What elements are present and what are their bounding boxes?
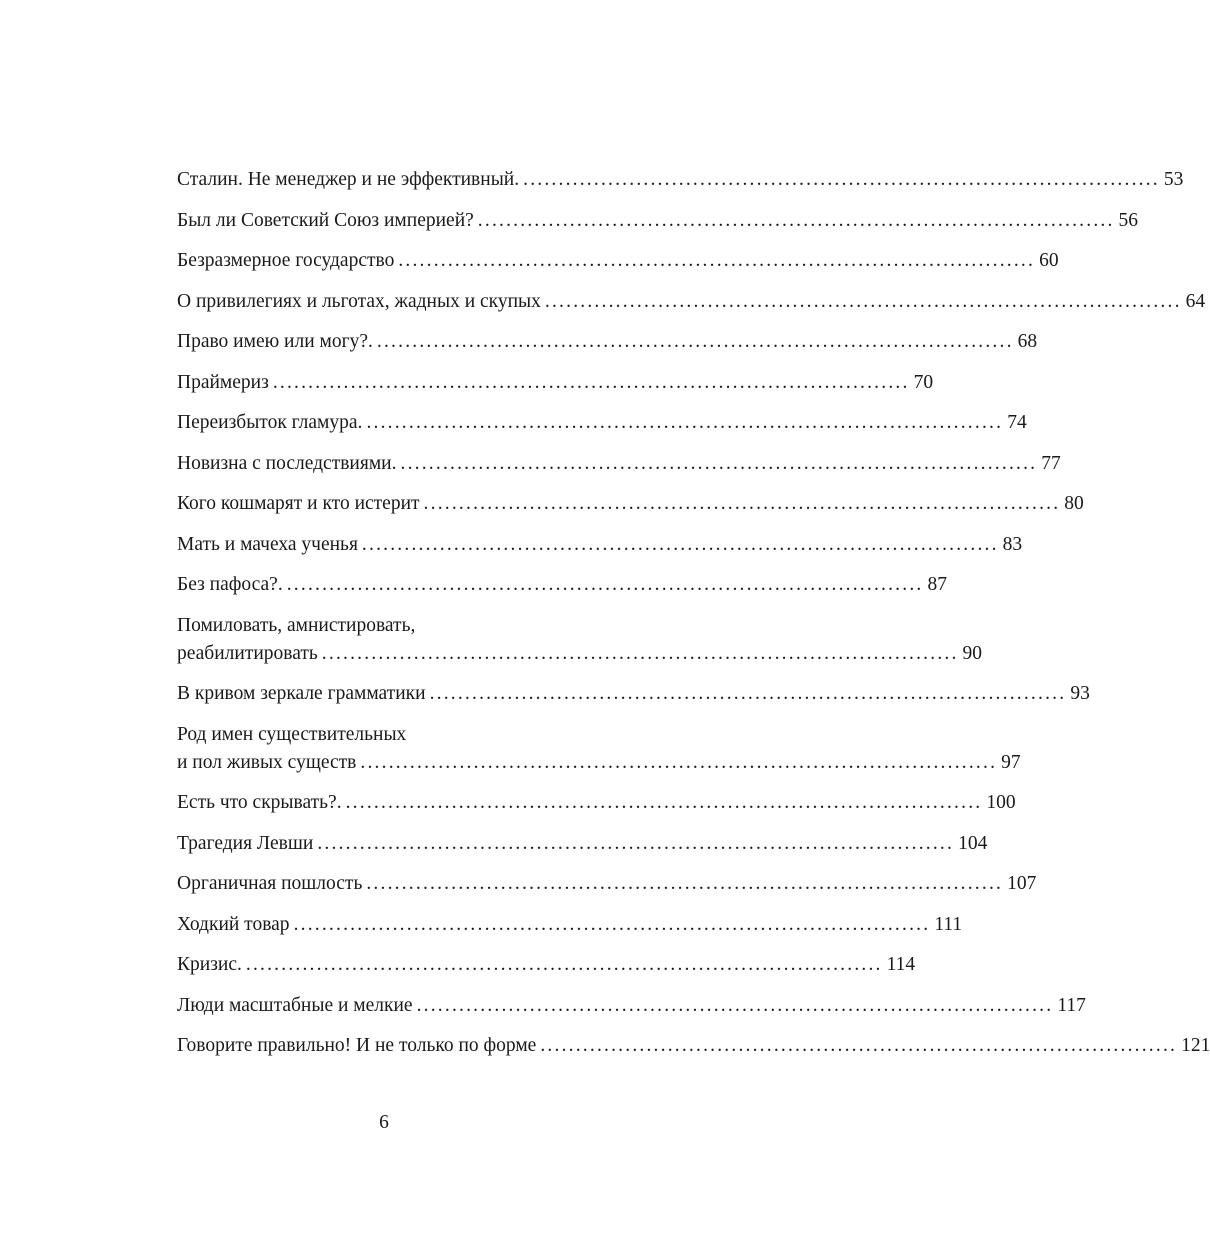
toc-entry-title: Кого кошмарят и кто истерит bbox=[177, 493, 420, 514]
toc-entry-page: 56 bbox=[1118, 209, 1139, 231]
toc-entry-line bbox=[177, 451, 1061, 477]
toc-entry-page: 64 bbox=[1185, 290, 1206, 312]
toc-entry-page: 90 bbox=[962, 642, 983, 664]
toc-entry-page: 93 bbox=[1070, 683, 1090, 704]
toc-entry bbox=[177, 289, 1206, 315]
toc-entry-line bbox=[177, 952, 916, 978]
toc-entry-page: 97 bbox=[1001, 751, 1021, 773]
toc-entry-page: 74 bbox=[1007, 412, 1027, 433]
dot-leader: .......................................................................................... bbox=[416, 994, 1054, 1016]
toc-entry-title: Мать и мачеха ученья bbox=[177, 533, 358, 555]
dot-leader: .......................................................................................... bbox=[376, 331, 1014, 352]
toc-entry bbox=[177, 831, 988, 857]
toc-entry bbox=[177, 248, 1059, 274]
toc-entry bbox=[177, 790, 1016, 816]
toc-entry bbox=[177, 572, 947, 598]
toc-entry-title: Был ли Советский Союз империей? bbox=[177, 209, 474, 231]
toc-entry bbox=[177, 722, 1021, 776]
toc-entry-title: Органичная пошлость bbox=[177, 873, 363, 894]
toc-entry-title: и пол живых существ bbox=[177, 751, 357, 773]
toc-entry-title: Кризис. bbox=[177, 954, 242, 975]
toc-entry-line bbox=[177, 167, 1184, 193]
toc-entry bbox=[177, 613, 983, 667]
toc-entry-page: 68 bbox=[1017, 331, 1038, 352]
toc-entry-page: 83 bbox=[1002, 533, 1023, 555]
toc-entry-page: 117 bbox=[1057, 994, 1086, 1016]
toc-entry-title: Безразмерное государство bbox=[177, 250, 395, 271]
dot-leader: .......................................................................................... bbox=[398, 250, 1036, 271]
toc-entry-page: 53 bbox=[1163, 169, 1184, 190]
dot-leader: .......................................................................................... bbox=[245, 954, 883, 975]
dot-leader: .......................................................................................... bbox=[286, 574, 924, 595]
toc-entry-page: 104 bbox=[958, 832, 988, 854]
toc-entry-line bbox=[177, 831, 988, 857]
toc-entry-line bbox=[177, 993, 1086, 1019]
toc-entry-title: В кривом зеркале грамматики bbox=[177, 683, 426, 704]
toc-entry-line bbox=[177, 289, 1206, 315]
toc-entry-line bbox=[177, 750, 1021, 776]
dot-leader: .......................................................................................... bbox=[544, 290, 1182, 312]
toc-entry-line bbox=[177, 912, 963, 938]
dot-leader: .......................................................................................... bbox=[366, 412, 1004, 433]
toc-entry-page: 111 bbox=[934, 913, 963, 935]
dot-leader: .......................................................................................... bbox=[360, 751, 998, 773]
toc-entry bbox=[177, 410, 1027, 436]
toc-entry bbox=[177, 329, 1038, 355]
toc-entry bbox=[177, 208, 1139, 234]
toc-entry bbox=[177, 952, 916, 978]
toc-entry-page: 107 bbox=[1007, 873, 1037, 894]
toc-entry-page: 87 bbox=[927, 574, 947, 595]
toc-entry-line bbox=[177, 370, 934, 396]
toc-entry bbox=[177, 681, 1090, 707]
toc-entry-line bbox=[177, 871, 1037, 897]
table-of-contents bbox=[177, 167, 1210, 1074]
dot-leader: .......................................................................................... bbox=[423, 493, 1061, 514]
dot-leader: .......................................................................................... bbox=[366, 873, 1004, 894]
toc-entry-title: Праймериз bbox=[177, 371, 269, 393]
toc-entry-title: Сталин. Не менеджер и не эффективный. bbox=[177, 169, 520, 190]
toc-entry bbox=[177, 370, 934, 396]
toc-entry bbox=[177, 871, 1037, 897]
toc-entry-line bbox=[177, 681, 1090, 707]
dot-leader: .......................................................................................... bbox=[321, 642, 959, 664]
toc-entry-line bbox=[177, 1033, 1210, 1059]
dot-leader: .......................................................................................... bbox=[400, 452, 1038, 474]
toc-entry-title: Ходкий товар bbox=[177, 913, 290, 935]
dot-leader: .......................................................................................... bbox=[293, 913, 931, 935]
toc-entry-title: Новизна с последствиями. bbox=[177, 452, 397, 474]
toc-entry-title-line: Род имен существительных bbox=[177, 723, 407, 745]
toc-entry bbox=[177, 491, 1084, 517]
toc-entry-page: 114 bbox=[886, 954, 916, 975]
toc-entry-title: Говорите правильно! И не только по форме bbox=[177, 1035, 537, 1056]
toc-entry-title: Трагедия Левши bbox=[177, 832, 314, 854]
toc-entry-page: 77 bbox=[1041, 452, 1061, 474]
dot-leader: .......................................................................................... bbox=[429, 683, 1067, 704]
toc-entry-page: 100 bbox=[986, 792, 1016, 813]
toc-entry-line bbox=[177, 641, 983, 667]
toc-entry-line bbox=[177, 532, 1023, 558]
toc-entry-title: Переизбыток гламура. bbox=[177, 412, 363, 433]
toc-entry-title-line: Помиловать, амнистировать, bbox=[177, 614, 416, 636]
toc-entry bbox=[177, 532, 1023, 558]
toc-entry-line bbox=[177, 410, 1027, 436]
toc-entry-line bbox=[177, 329, 1038, 355]
toc-entry bbox=[177, 167, 1184, 193]
toc-entry-title: Люди масштабные и мелкие bbox=[177, 994, 413, 1016]
toc-entry-line bbox=[177, 572, 947, 598]
toc-entry-line bbox=[177, 208, 1139, 234]
toc-entry-line bbox=[177, 790, 1016, 816]
toc-entry-title: реабилитировать bbox=[177, 642, 318, 664]
toc-entry-title: Право имею или могу?. bbox=[177, 331, 373, 352]
toc-entry bbox=[177, 912, 963, 938]
dot-leader: .......................................................................................... bbox=[272, 371, 910, 393]
page-number: 6 bbox=[379, 1112, 389, 1133]
toc-entry bbox=[177, 993, 1086, 1019]
toc-entry-page: 70 bbox=[913, 371, 934, 393]
toc-entry-page: 60 bbox=[1039, 250, 1059, 271]
toc-entry-title: О привилегиях и льготах, жадных и скупых bbox=[177, 290, 541, 312]
dot-leader: .......................................................................................... bbox=[361, 533, 999, 555]
toc-entry-page: 80 bbox=[1064, 493, 1084, 514]
dot-leader: .......................................................................................... bbox=[523, 169, 1160, 190]
dot-leader: .......................................................................................... bbox=[345, 792, 983, 813]
toc-entry-line bbox=[177, 248, 1059, 274]
toc-entry-line bbox=[177, 491, 1084, 517]
toc-entry bbox=[177, 451, 1061, 477]
dot-leader: .......................................................................................... bbox=[317, 832, 955, 854]
toc-entry-title: Есть что скрывать?. bbox=[177, 792, 342, 813]
toc-entry bbox=[177, 1033, 1210, 1059]
dot-leader: .......................................................................................... bbox=[540, 1035, 1178, 1056]
dot-leader: .......................................................................................... bbox=[477, 209, 1115, 231]
toc-entry-title: Без пафоса?. bbox=[177, 574, 283, 595]
toc-entry-page: 121 bbox=[1181, 1035, 1210, 1056]
